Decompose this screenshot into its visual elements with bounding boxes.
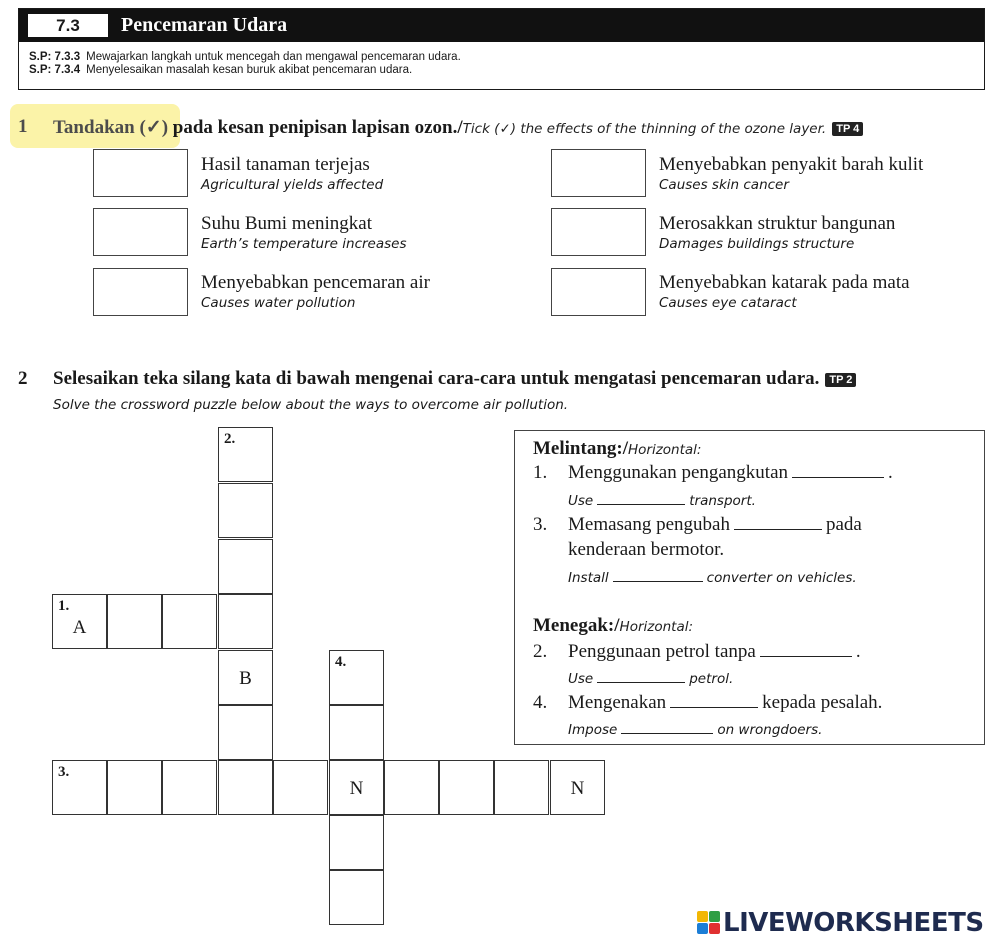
- standard-line: [29, 51, 461, 64]
- clue-1-number: 1.: [533, 462, 548, 483]
- option-5-ms: Menyebabkan pencemaran air: [201, 272, 430, 293]
- clue-3-en-a: Install: [568, 570, 609, 586]
- section-title-bar: [19, 9, 984, 42]
- clue-2-end: .: [855, 641, 861, 662]
- option-2: [659, 154, 923, 194]
- crossword-letter: N: [349, 778, 364, 799]
- answer-blank: [792, 477, 884, 478]
- crossword-cell[interactable]: [329, 870, 384, 925]
- question-2-number: 2: [18, 368, 28, 389]
- clue-1-en: [568, 493, 756, 509]
- crossword-cell[interactable]: [218, 705, 273, 760]
- crossword-cell[interactable]: [52, 760, 107, 815]
- crossword-cell[interactable]: [329, 705, 384, 760]
- answer-blank: [670, 707, 758, 708]
- standard-code: S.P: 7.3.3: [29, 51, 81, 63]
- clue-2-ms: Penggunaan petrol tanpa: [568, 641, 756, 662]
- clue-2-en-b: petrol.: [689, 671, 734, 687]
- question-2-prompt-en: Solve the crossword puzzle below about the ways to overcome air pollution.: [53, 397, 569, 413]
- logo-grid-icon: [697, 911, 721, 935]
- clue-4-en-b: on wrongdoers.: [717, 722, 823, 738]
- crossword-cell[interactable]: [439, 760, 494, 815]
- option-3-ms: Suhu Bumi meningkat: [201, 213, 372, 234]
- clue-4-ms-a: Mengenakan: [568, 692, 667, 713]
- clue-3-ms-b: pada: [825, 514, 862, 535]
- crossword-cell[interactable]: [273, 760, 328, 815]
- option-1-en: Agricultural yields affected: [201, 177, 384, 193]
- standard-code: S.P: 7.3.4: [29, 64, 81, 76]
- option-4: [659, 213, 895, 253]
- answer-blank: [613, 581, 703, 582]
- clue-2: [568, 641, 861, 663]
- crossword-cell[interactable]: [329, 760, 384, 815]
- question-2-prompt-ms: Selesaikan teka silang kata di bawah mengenai cara-cara untuk mengatasi pencemaran udara.: [53, 368, 820, 389]
- clue-3-en-b: converter on vehicles.: [706, 570, 857, 586]
- tick-box-option-6[interactable]: [551, 268, 646, 316]
- section-number: 7.3: [27, 13, 109, 38]
- crossword-letter: A: [72, 617, 87, 638]
- question-1-prompt: [53, 116, 863, 139]
- standard-line: [29, 64, 412, 77]
- answer-blank: [597, 682, 685, 683]
- option-6-en: Causes eye cataract: [659, 295, 797, 311]
- clue-4: [568, 692, 882, 714]
- tick-box-option-3[interactable]: [93, 208, 188, 256]
- option-2-en: Causes skin cancer: [659, 177, 789, 193]
- clue-3-number: 3.: [533, 514, 548, 535]
- crossword-cell[interactable]: [329, 815, 384, 870]
- clue-number-3: 3.: [58, 764, 70, 780]
- clue-3: [568, 514, 862, 536]
- crossword-cell[interactable]: [384, 760, 439, 815]
- clue-1-en-b: transport.: [689, 493, 756, 509]
- tick-box-option-2[interactable]: [551, 149, 646, 197]
- option-4-ms: Merosakkan struktur bangunan: [659, 213, 896, 234]
- option-1: [201, 154, 383, 194]
- tp-badge: TP 4: [832, 122, 863, 136]
- tick-box-option-1[interactable]: [93, 149, 188, 197]
- liveworksheets-logo: [697, 908, 992, 938]
- crossword-cell[interactable]: [218, 427, 273, 482]
- clue-1-end: .: [888, 462, 893, 483]
- clue-3-ms-c: kenderaan bermotor.: [568, 539, 725, 560]
- across-heading-en: Horizontal:: [628, 442, 702, 458]
- clue-4-number: 4.: [533, 692, 548, 713]
- section-title: Pencemaran Udara: [121, 14, 288, 36]
- option-5-en: Causes water pollution: [201, 295, 356, 311]
- question-1-prompt-ms: pada kesan penipisan lapisan ozon./: [172, 117, 463, 138]
- option-4-en: Damages buildings structure: [659, 236, 855, 252]
- option-1-ms: Hasil tanaman terjejas: [201, 154, 370, 175]
- answer-blank: [597, 504, 685, 505]
- answer-blank: [621, 733, 713, 734]
- crossword-cell[interactable]: [218, 650, 273, 705]
- clue-2-en-a: Use: [568, 671, 594, 687]
- question-1-number: 1: [18, 116, 28, 137]
- clue-number-1: 1.: [58, 598, 70, 614]
- down-heading-ms: Menegak:/: [533, 615, 620, 636]
- option-6: [659, 272, 910, 312]
- crossword-cell[interactable]: [107, 594, 162, 649]
- crossword-cell[interactable]: [218, 594, 273, 649]
- option-3: [201, 213, 407, 253]
- clue-2-number: 2.: [533, 641, 548, 662]
- crossword-cell[interactable]: [218, 760, 273, 815]
- across-heading-ms: Melintang:/: [533, 438, 628, 459]
- down-heading: [533, 615, 693, 637]
- clue-2-en: [568, 671, 733, 687]
- tick-box-option-5[interactable]: [93, 268, 188, 316]
- clue-3-ms-a: Memasang pengubah: [568, 514, 730, 535]
- crossword-cell[interactable]: [162, 594, 217, 649]
- crossword-cell[interactable]: [107, 760, 162, 815]
- clue-1-ms: Menggunakan pengangkutan: [568, 462, 789, 483]
- option-2-ms: Menyebabkan penyakit barah kulit: [659, 154, 924, 175]
- tick-box-option-4[interactable]: [551, 208, 646, 256]
- crossword-letter: B: [239, 668, 252, 689]
- crossword-cell[interactable]: [162, 760, 217, 815]
- standard-text: Mewajarkan langkah untuk mencegah dan mengawal pencemaran udara.: [86, 51, 461, 63]
- crossword-cell[interactable]: [494, 760, 549, 815]
- option-6-ms: Menyebabkan katarak pada mata: [659, 272, 910, 293]
- standard-text: Menyelesaikan masalah kesan buruk akibat pencemaran udara.: [86, 64, 413, 76]
- clue-1: [568, 462, 893, 484]
- option-5: [201, 272, 430, 312]
- question-2-prompt: [53, 368, 856, 390]
- clue-1-en-a: Use: [568, 493, 594, 509]
- answer-blank: [760, 656, 852, 657]
- tp-badge: TP 2: [825, 373, 856, 387]
- crossword-cell[interactable]: [218, 539, 273, 594]
- logo-text: LIVEWORKSHEETS: [723, 908, 984, 938]
- clue-4-en: [568, 722, 822, 738]
- clue-4-en-a: Impose: [568, 722, 618, 738]
- across-heading: [533, 438, 701, 460]
- down-heading-en: Horizontal:: [619, 619, 694, 635]
- clue-number-4: 4.: [335, 654, 347, 670]
- crossword-letter: N: [570, 778, 585, 799]
- clue-4-ms-b: kepada pesalah.: [762, 692, 883, 713]
- question-1-prompt-en: Tick (✓) the effects of the thinning of the ozone layer.: [462, 121, 827, 137]
- crossword-cell[interactable]: [218, 483, 273, 538]
- answer-blank: [734, 529, 822, 530]
- clue-3-en: [568, 570, 857, 586]
- option-3-en: Earth’s temperature increases: [201, 236, 407, 252]
- question-1-instruction: Tandakan (✓): [53, 117, 169, 138]
- section-header: [18, 8, 985, 90]
- clue-number-2: 2.: [224, 431, 236, 447]
- crossword-cell[interactable]: [329, 650, 384, 705]
- clue-box: [514, 430, 985, 745]
- crossword-cell[interactable]: [52, 594, 107, 649]
- crossword-cell[interactable]: [550, 760, 605, 815]
